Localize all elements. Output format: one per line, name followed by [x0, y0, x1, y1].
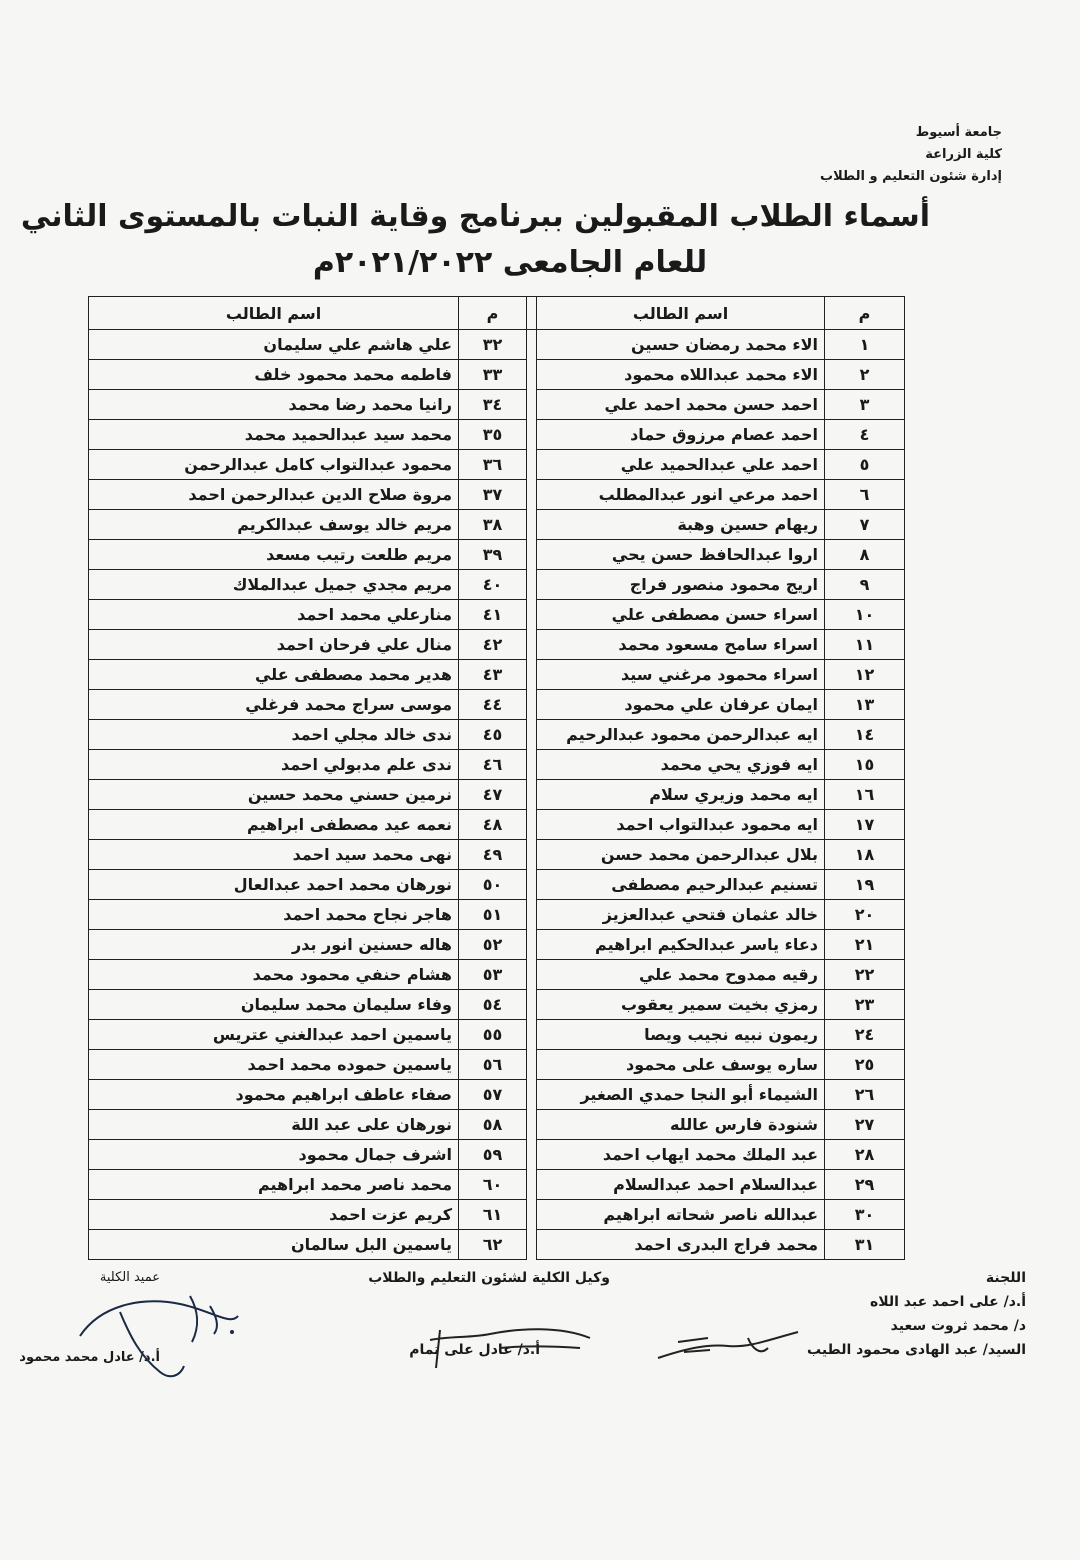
student-name-left: نورهان على عبد اللة — [89, 1110, 459, 1140]
student-name-left: اشرف جمال محمود — [89, 1140, 459, 1170]
committee-member-3: السيد/ عبد الهادى محمود الطيب — [807, 1342, 1026, 1358]
column-gap — [527, 420, 537, 450]
student-number-right: ١٨ — [825, 840, 905, 870]
table-row — [89, 900, 905, 930]
document-subtitle: للعام الجامعى ٢٠٢١/٢٠٢٢م — [312, 245, 708, 280]
column-gap — [527, 480, 537, 510]
table-row — [89, 1200, 905, 1230]
student-number-left: ٥٤ — [459, 990, 527, 1020]
student-number-right: ٢٠ — [825, 900, 905, 930]
student-number-left: ٤٠ — [459, 570, 527, 600]
student-name-right: عبدالله ناصر شحاته ابراهيم — [537, 1200, 825, 1230]
column-gap — [527, 360, 537, 390]
student-number-left: ٤٩ — [459, 840, 527, 870]
university-header — [682, 122, 1002, 188]
student-number-right: ١٠ — [825, 600, 905, 630]
student-name-left: مريم مجدي جميل عبدالملاك — [89, 570, 459, 600]
vice-dean-name: أ.د/ عادل على تمام — [409, 1342, 540, 1358]
table-row — [89, 750, 905, 780]
student-name-left: صفاء عاطف ابراهيم محمود — [89, 1080, 459, 1110]
table-row — [89, 360, 905, 390]
student-number-left: ٥٧ — [459, 1080, 527, 1110]
table-row — [89, 810, 905, 840]
student-number-left: ٤٨ — [459, 810, 527, 840]
student-name-right: رقيه ممدوح محمد علي — [537, 960, 825, 990]
student-name-left: ندى علم مدبولي احمد — [89, 750, 459, 780]
student-name-left: نرمين حسني محمد حسين — [89, 780, 459, 810]
student-name-left: ياسمين احمد عبدالغني عتريس — [89, 1020, 459, 1050]
students-table — [88, 296, 905, 1260]
table-row — [89, 420, 905, 450]
table-row — [89, 660, 905, 690]
student-number-left: ٦٠ — [459, 1170, 527, 1200]
student-name-right: الاء محمد عبداللاه محمود — [537, 360, 825, 390]
student-number-right: ٢٩ — [825, 1170, 905, 1200]
student-name-right: ايه عبدالرحمن محمود عبدالرحيم — [537, 720, 825, 750]
student-name-right: عبد الملك محمد ايهاب احمد — [537, 1140, 825, 1170]
column-gap — [527, 510, 537, 540]
column-gap — [527, 1050, 537, 1080]
student-name-right: محمد فراج البدرى احمد — [537, 1230, 825, 1260]
table-row — [89, 870, 905, 900]
table-row — [89, 780, 905, 810]
student-number-left: ٥٦ — [459, 1050, 527, 1080]
student-name-right: اروا عبدالحافظ حسن يحي — [537, 540, 825, 570]
student-number-right: ٢١ — [825, 930, 905, 960]
student-name-left: محمد ناصر محمد ابراهيم — [89, 1170, 459, 1200]
column-gap — [527, 750, 537, 780]
student-number-right: ١٦ — [825, 780, 905, 810]
student-name-left: ياسمين حموده محمد احمد — [89, 1050, 459, 1080]
student-number-left: ٣٦ — [459, 450, 527, 480]
column-gap — [527, 1200, 537, 1230]
student-name-right: بلال عبدالرحمن محمد حسن — [537, 840, 825, 870]
student-number-right: ٥ — [825, 450, 905, 480]
student-name-right: ريهام حسين وهبة — [537, 510, 825, 540]
table-row — [89, 840, 905, 870]
student-number-right: ١١ — [825, 630, 905, 660]
student-name-left: نورهان محمد احمد عبدالعال — [89, 870, 459, 900]
department-name: إدارة شئون التعليم و الطلاب — [820, 169, 1002, 184]
students-table-container — [88, 296, 904, 1254]
student-number-left: ٤١ — [459, 600, 527, 630]
student-number-right: ١٥ — [825, 750, 905, 780]
student-name-left: مروة صلاح الدين عبدالرحمن احمد — [89, 480, 459, 510]
student-number-right: ٣ — [825, 390, 905, 420]
student-name-left: علي هاشم علي سليمان — [89, 330, 459, 360]
student-name-right: خالد عثمان فتحي عبدالعزيز — [537, 900, 825, 930]
column-gap — [527, 720, 537, 750]
student-number-right: ٤ — [825, 420, 905, 450]
vice-dean-title: وكيل الكلية لشئون التعليم والطلاب — [368, 1270, 610, 1286]
column-gap — [527, 780, 537, 810]
column-gap — [527, 297, 537, 330]
student-number-right: ١ — [825, 330, 905, 360]
student-number-left: ٥٢ — [459, 930, 527, 960]
student-name-left: منارعلي محمد احمد — [89, 600, 459, 630]
table-row — [89, 570, 905, 600]
student-number-left: ٤٦ — [459, 750, 527, 780]
student-number-left: ٤٣ — [459, 660, 527, 690]
student-number-left: ٦٢ — [459, 1230, 527, 1260]
student-name-right: اريج محمود منصور فراج — [537, 570, 825, 600]
column-gap — [527, 660, 537, 690]
student-number-right: ٢٣ — [825, 990, 905, 1020]
student-number-right: ٧ — [825, 510, 905, 540]
student-name-right: احمد حسن محمد احمد علي — [537, 390, 825, 420]
student-number-right: ٢٥ — [825, 1050, 905, 1080]
student-name-right: اسراء سامح مسعود محمد — [537, 630, 825, 660]
student-name-right: ايه محمود عبدالتواب احمد — [537, 810, 825, 840]
dean-signature-scribble — [60, 1276, 250, 1386]
student-number-left: ٣٧ — [459, 480, 527, 510]
vice-dean-signature-scribble — [410, 1316, 600, 1376]
student-number-left: ٦١ — [459, 1200, 527, 1230]
student-number-right: ٣٠ — [825, 1200, 905, 1230]
column-gap — [527, 840, 537, 870]
faculty-name: كلية الزراعة — [925, 147, 1002, 162]
student-number-left: ٥٠ — [459, 870, 527, 900]
student-number-left: ٣٨ — [459, 510, 527, 540]
student-name-right: الشيماء أبو النجا حمدي الصغير — [537, 1080, 825, 1110]
committee-title: اللجنة — [985, 1270, 1026, 1286]
student-name-left: هشام حنفي محمود محمد — [89, 960, 459, 990]
student-number-left: ٥٩ — [459, 1140, 527, 1170]
student-name-left: نهى محمد سيد احمد — [89, 840, 459, 870]
student-name-right: احمد علي عبدالحميد علي — [537, 450, 825, 480]
student-name-right: اسراء حسن مصطفى علي — [537, 600, 825, 630]
student-name-left: هاله حسنين انور بدر — [89, 930, 459, 960]
table-row — [89, 690, 905, 720]
table-row — [89, 1050, 905, 1080]
student-number-left: ٥٥ — [459, 1020, 527, 1050]
table-row — [89, 450, 905, 480]
student-number-right: ٢٢ — [825, 960, 905, 990]
student-name-left: رانيا محمد رضا محمد — [89, 390, 459, 420]
column-gap — [527, 1020, 537, 1050]
student-name-left: مريم طلعت رتيب مسعد — [89, 540, 459, 570]
column-gap — [527, 330, 537, 360]
table-row — [89, 930, 905, 960]
column-gap — [527, 870, 537, 900]
table-row — [89, 510, 905, 540]
student-number-right: ٢ — [825, 360, 905, 390]
student-name-right: ايه فوزي يحي محمد — [537, 750, 825, 780]
column-gap — [527, 630, 537, 660]
student-number-right: ٨ — [825, 540, 905, 570]
table-row — [89, 1110, 905, 1140]
student-number-left: ٣٩ — [459, 540, 527, 570]
column-gap — [527, 450, 537, 480]
table-row — [89, 480, 905, 510]
document-title: أسماء الطلاب المقبولين ببرنامج وقاية النبات بالمستوى الثاني — [20, 199, 930, 234]
header-num-right: م — [825, 297, 905, 330]
table-row — [89, 1020, 905, 1050]
column-gap — [527, 1230, 537, 1260]
column-gap — [527, 540, 537, 570]
column-gap — [527, 990, 537, 1020]
student-number-left: ٣٥ — [459, 420, 527, 450]
student-name-right: رمزي بخيت سمير يعقوب — [537, 990, 825, 1020]
student-name-left: هاجر نجاح محمد احمد — [89, 900, 459, 930]
student-number-left: ٤٢ — [459, 630, 527, 660]
table-row — [89, 390, 905, 420]
table-row — [89, 1140, 905, 1170]
student-name-left: موسى سراج محمد فرغلي — [89, 690, 459, 720]
student-name-right: تسنيم عبدالرحيم مصطفى — [537, 870, 825, 900]
student-number-right: ١٣ — [825, 690, 905, 720]
student-number-left: ٣٢ — [459, 330, 527, 360]
student-number-left: ٤٤ — [459, 690, 527, 720]
student-name-right: عبدالسلام احمد عبدالسلام — [537, 1170, 825, 1200]
table-row — [89, 330, 905, 360]
student-name-left: وفاء سليمان محمد سليمان — [89, 990, 459, 1020]
committee-member-1: أ.د/ على احمد عبد اللاه — [869, 1294, 1026, 1310]
student-number-left: ٤٥ — [459, 720, 527, 750]
column-gap — [527, 600, 537, 630]
student-name-left: هدير محمد مصطفى علي — [89, 660, 459, 690]
student-number-left: ٥٣ — [459, 960, 527, 990]
column-gap — [527, 930, 537, 960]
table-row — [89, 630, 905, 660]
table-row — [89, 1170, 905, 1200]
table-row — [89, 960, 905, 990]
student-name-left: مريم خالد يوسف عبدالكريم — [89, 510, 459, 540]
column-gap — [527, 810, 537, 840]
student-number-right: ٢٧ — [825, 1110, 905, 1140]
column-gap — [527, 1110, 537, 1140]
student-number-right: ٢٦ — [825, 1080, 905, 1110]
column-gap — [527, 1140, 537, 1170]
student-name-right: ساره يوسف على محمود — [537, 1050, 825, 1080]
committee-signature-scribble — [648, 1318, 808, 1378]
student-name-right: شنودة فارس عالله — [537, 1110, 825, 1140]
table-row — [89, 1230, 905, 1260]
dean-title: عميد الكلية — [99, 1270, 160, 1285]
header-name-right: اسم الطالب — [537, 297, 825, 330]
student-number-left: ٣٣ — [459, 360, 527, 390]
student-name-right: اسراء محمود مرغني سيد — [537, 660, 825, 690]
student-name-right: دعاء ياسر عبدالحكيم ابراهيم — [537, 930, 825, 960]
student-name-right: ايمان عرفان علي محمود — [537, 690, 825, 720]
student-name-left: محمد سيد عبدالحميد محمد — [89, 420, 459, 450]
table-header-row — [89, 297, 905, 330]
table-row — [89, 1080, 905, 1110]
student-number-right: ٣١ — [825, 1230, 905, 1260]
dean-name: أ.د/ عادل محمد محمود — [19, 1350, 160, 1365]
column-gap — [527, 1170, 537, 1200]
table-row — [89, 720, 905, 750]
student-number-right: ٩ — [825, 570, 905, 600]
table-row — [89, 990, 905, 1020]
student-name-right: احمد عصام مرزوق حماد — [537, 420, 825, 450]
university-name: جامعة أسيوط — [915, 125, 1002, 140]
student-number-right: ٢٨ — [825, 1140, 905, 1170]
student-name-left: نعمه عيد مصطفى ابراهيم — [89, 810, 459, 840]
student-name-right: ريمون نبيه نجيب ويصا — [537, 1020, 825, 1050]
table-body — [89, 330, 905, 1260]
column-gap — [527, 690, 537, 720]
student-number-right: ١٩ — [825, 870, 905, 900]
column-gap — [527, 960, 537, 990]
student-name-left: فاطمه محمد محمود خلف — [89, 360, 459, 390]
student-number-right: ١٢ — [825, 660, 905, 690]
student-name-right: ايه محمد وزيري سلام — [537, 780, 825, 810]
student-number-right: ١٤ — [825, 720, 905, 750]
student-name-left: ندى خالد مجلي احمد — [89, 720, 459, 750]
student-name-left: منال علي فرحان احمد — [89, 630, 459, 660]
column-gap — [527, 390, 537, 420]
student-name-left: كريم عزت احمد — [89, 1200, 459, 1230]
student-number-right: ١٧ — [825, 810, 905, 840]
committee-member-2: د/ محمد ثروت سعيد — [890, 1318, 1026, 1334]
student-name-left: ياسمين البل سالمان — [89, 1230, 459, 1260]
student-number-left: ٤٧ — [459, 780, 527, 810]
column-gap — [527, 1080, 537, 1110]
student-number-left: ٥١ — [459, 900, 527, 930]
student-number-left: ٣٤ — [459, 390, 527, 420]
table-row — [89, 540, 905, 570]
student-name-left: محمود عبدالتواب كامل عبدالرحمن — [89, 450, 459, 480]
student-name-right: احمد مرعي انور عبدالمطلب — [537, 480, 825, 510]
header-name-left: اسم الطالب — [89, 297, 459, 330]
student-number-left: ٥٨ — [459, 1110, 527, 1140]
column-gap — [527, 900, 537, 930]
student-name-right: الاء محمد رمضان حسين — [537, 330, 825, 360]
student-number-right: ٦ — [825, 480, 905, 510]
header-num-left: م — [459, 297, 527, 330]
student-number-right: ٢٤ — [825, 1020, 905, 1050]
column-gap — [527, 570, 537, 600]
table-row — [89, 600, 905, 630]
